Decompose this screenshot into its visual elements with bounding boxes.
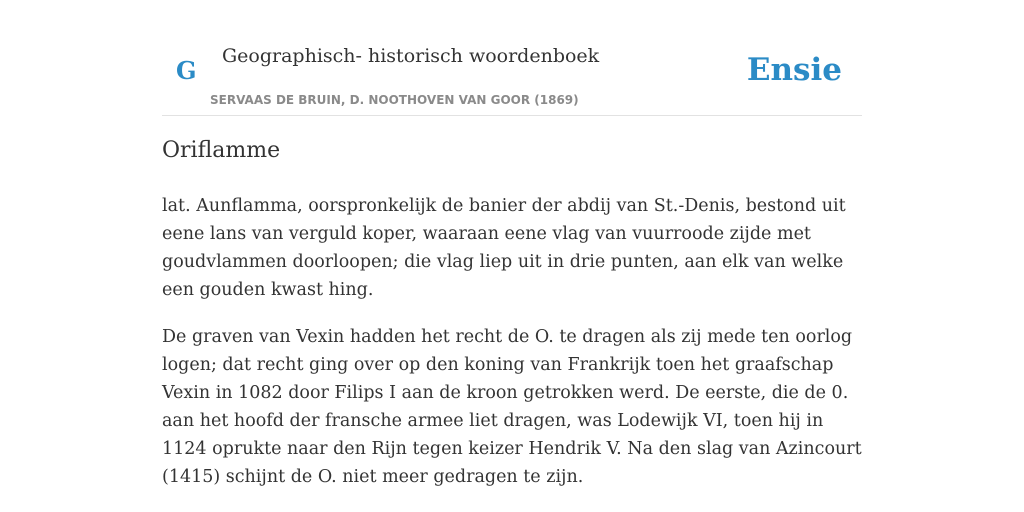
header — [162, 40, 862, 116]
ensie-logo-link[interactable]: Ensie — [746, 52, 842, 88]
entry-paragraph: lat. Aunflamma, oorspronkelijk de banier der abdij van St.-Denis, bestond uit eene lans van verguld koper, waaraan eene vlag van vuurroode zijde met goudvlammen doorloopen; die vlag liep uit in drie punten, aan elk van welke een gouden kwast hing. — [162, 196, 846, 300]
book-logo-icon[interactable]: G — [176, 56, 197, 85]
entry-title: Oriflamme — [162, 138, 281, 163]
book-authors: SERVAAS DE BRUIN, D. NOOTHOVEN VAN GOOR (1869) — [210, 93, 579, 107]
entry-paragraph: De graven van Vexin hadden het recht de O. te dragen als zij mede ten oorlog logen; dat recht ging over op den koning van Frankrijk toen het graafschap Vexin in 1082 door Filips I aan de kroon getrokken werd. De eerste, die de 0. aan het hoofd der fransche armee liet dragen, was Lodewijk VI, toen hij in 1124 oprukte naar den Rijn tegen keizer Hendrik V. Na den slag van Azincourt (1415) schijnt de O. niet meer gedragen te zijn. — [162, 327, 862, 487]
book-title-link[interactable]: Geographisch- historisch woordenboek — [222, 45, 600, 67]
entry-body — [162, 192, 862, 510]
